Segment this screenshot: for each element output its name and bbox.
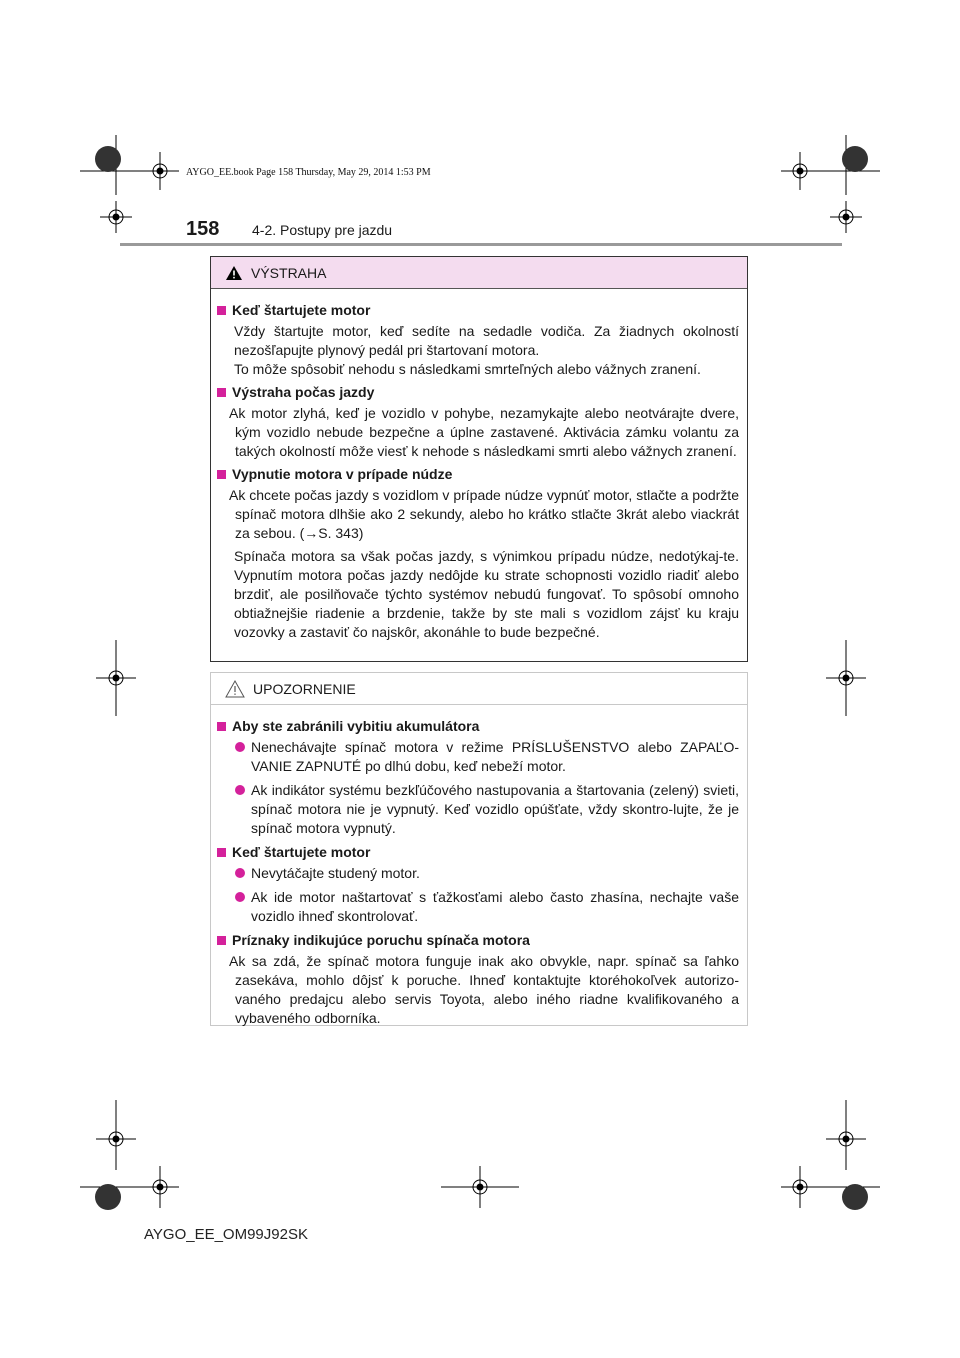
paragraph: Ak chcete počas jazdy s vozidlom v prípade núdze vypnúť motor, stlačte a podržte spínač motora dlhšie ako 2 sekundy, alebo ho krátko stlačte 3krát alebo viackrát za sebou. (→S. 343)	[229, 487, 739, 541]
caution-triangle-icon	[225, 680, 245, 698]
warning-triangle-icon	[225, 265, 243, 281]
paragraph: Vždy štartujte motor, keď sedíte na sedadle vodiča. Za žiadnych okolností nezošľapujte plynový pedál pri štartovaní motora.	[234, 323, 739, 358]
square-bullet-icon	[217, 936, 226, 945]
square-bullet-icon	[217, 388, 226, 397]
section-heading: Príznaky indikujúce poruchu spínača motora	[217, 931, 739, 950]
warning-content	[211, 289, 747, 642]
caution-content	[211, 705, 747, 1028]
list-item: Ak indikátor systému bezkľúčového nastupovania a štartovania (zelený) svieti, spínač motora nie je vypnutý. Keď vozidlo opúšťate, vždy skontro-lujte, že je spínač motora vypnutý.	[217, 781, 739, 838]
warning-box	[210, 256, 748, 662]
footer-code: AYGO_EE_OM99J92SK	[144, 1226, 308, 1243]
circle-bullet-icon	[235, 868, 245, 878]
section-heading: Keď štartujete motor	[217, 843, 739, 862]
section-heading: Vypnutie motora v prípade núdze	[217, 465, 739, 484]
book-header: AYGO_EE.book Page 158 Thursday, May 29, 2014 1:53 PM	[186, 167, 431, 178]
page-number: 158	[186, 218, 220, 240]
paragraph: Spínača motora sa však počas jazdy, s výnimkou prípadu núdze, nedotýkaj-te. Vypnutím motora počas jazdy nedôjde ku strate schopnosti vozidlo riadiť alebo brzdiť, ale posilňovače týchto systémov nebudú fungovať. To spôsobí omnoho obtiažnejšie riadenie a brzdenie, takže by ste mali s vozidlom zájsť ku kraju vozovky a zastaviť čo najskôr, akonáhle to bude bezpečné.	[234, 548, 739, 640]
caution-title: UPOZORNENIE	[253, 680, 356, 697]
circle-bullet-icon	[235, 785, 245, 795]
square-bullet-icon	[217, 848, 226, 857]
caution-box	[210, 672, 748, 1026]
list-item: Nenechávajte spínač motora v režime PRÍSLUŠENSTVO alebo ZAPAĽO-VANIE ZAPNUTÉ po dlhú dobu, keď nebeží motor.	[217, 738, 739, 776]
paragraph: Ak motor zlyhá, keď je vozidlo v pohybe, nezamykajte alebo neotvárajte dvere, kým vozidlo nebude bezpečne a úplne zastavené. Aktivácia zámku volantu za takých okolností môže viesť k nehode s následkami smrti alebo vážnych zranení.	[229, 405, 739, 459]
header-rule	[120, 243, 842, 246]
paragraph: Ak sa zdá, že spínač motora funguje inak ako obvykle, napr. spínač sa ľahko zasekáva, mohlo dôjsť k poruche. Ihneď kontaktujte ktoréhokoľvek autorizo-vaného predajcu alebo servis Toyota, alebo iného riadne kvalifikovaného a vybaveného odborníka.	[229, 953, 739, 1026]
section-heading: Výstraha počas jazdy	[217, 383, 739, 402]
square-bullet-icon	[217, 306, 226, 315]
paragraph: To môže spôsobiť nehodu s následkami smrteľných alebo vážnych zranení.	[234, 361, 701, 377]
section-title: 4-2. Postupy pre jazdu	[252, 222, 393, 238]
warning-header	[211, 257, 747, 289]
square-bullet-icon	[217, 470, 226, 479]
warning-title: VÝSTRAHA	[251, 264, 327, 281]
square-bullet-icon	[217, 722, 226, 731]
circle-bullet-icon	[235, 892, 245, 902]
list-item: Nevytáčajte studený motor.	[217, 864, 739, 883]
circle-bullet-icon	[235, 742, 245, 752]
section-heading: Keď štartujete motor	[217, 301, 739, 320]
section-heading: Aby ste zabránili vybitiu akumulátora	[217, 717, 739, 736]
list-item: Ak ide motor naštartovať s ťažkosťami alebo často zhasína, nechajte vaše vozidlo ihneď skontrolovať.	[217, 888, 739, 926]
caution-header	[211, 673, 747, 705]
